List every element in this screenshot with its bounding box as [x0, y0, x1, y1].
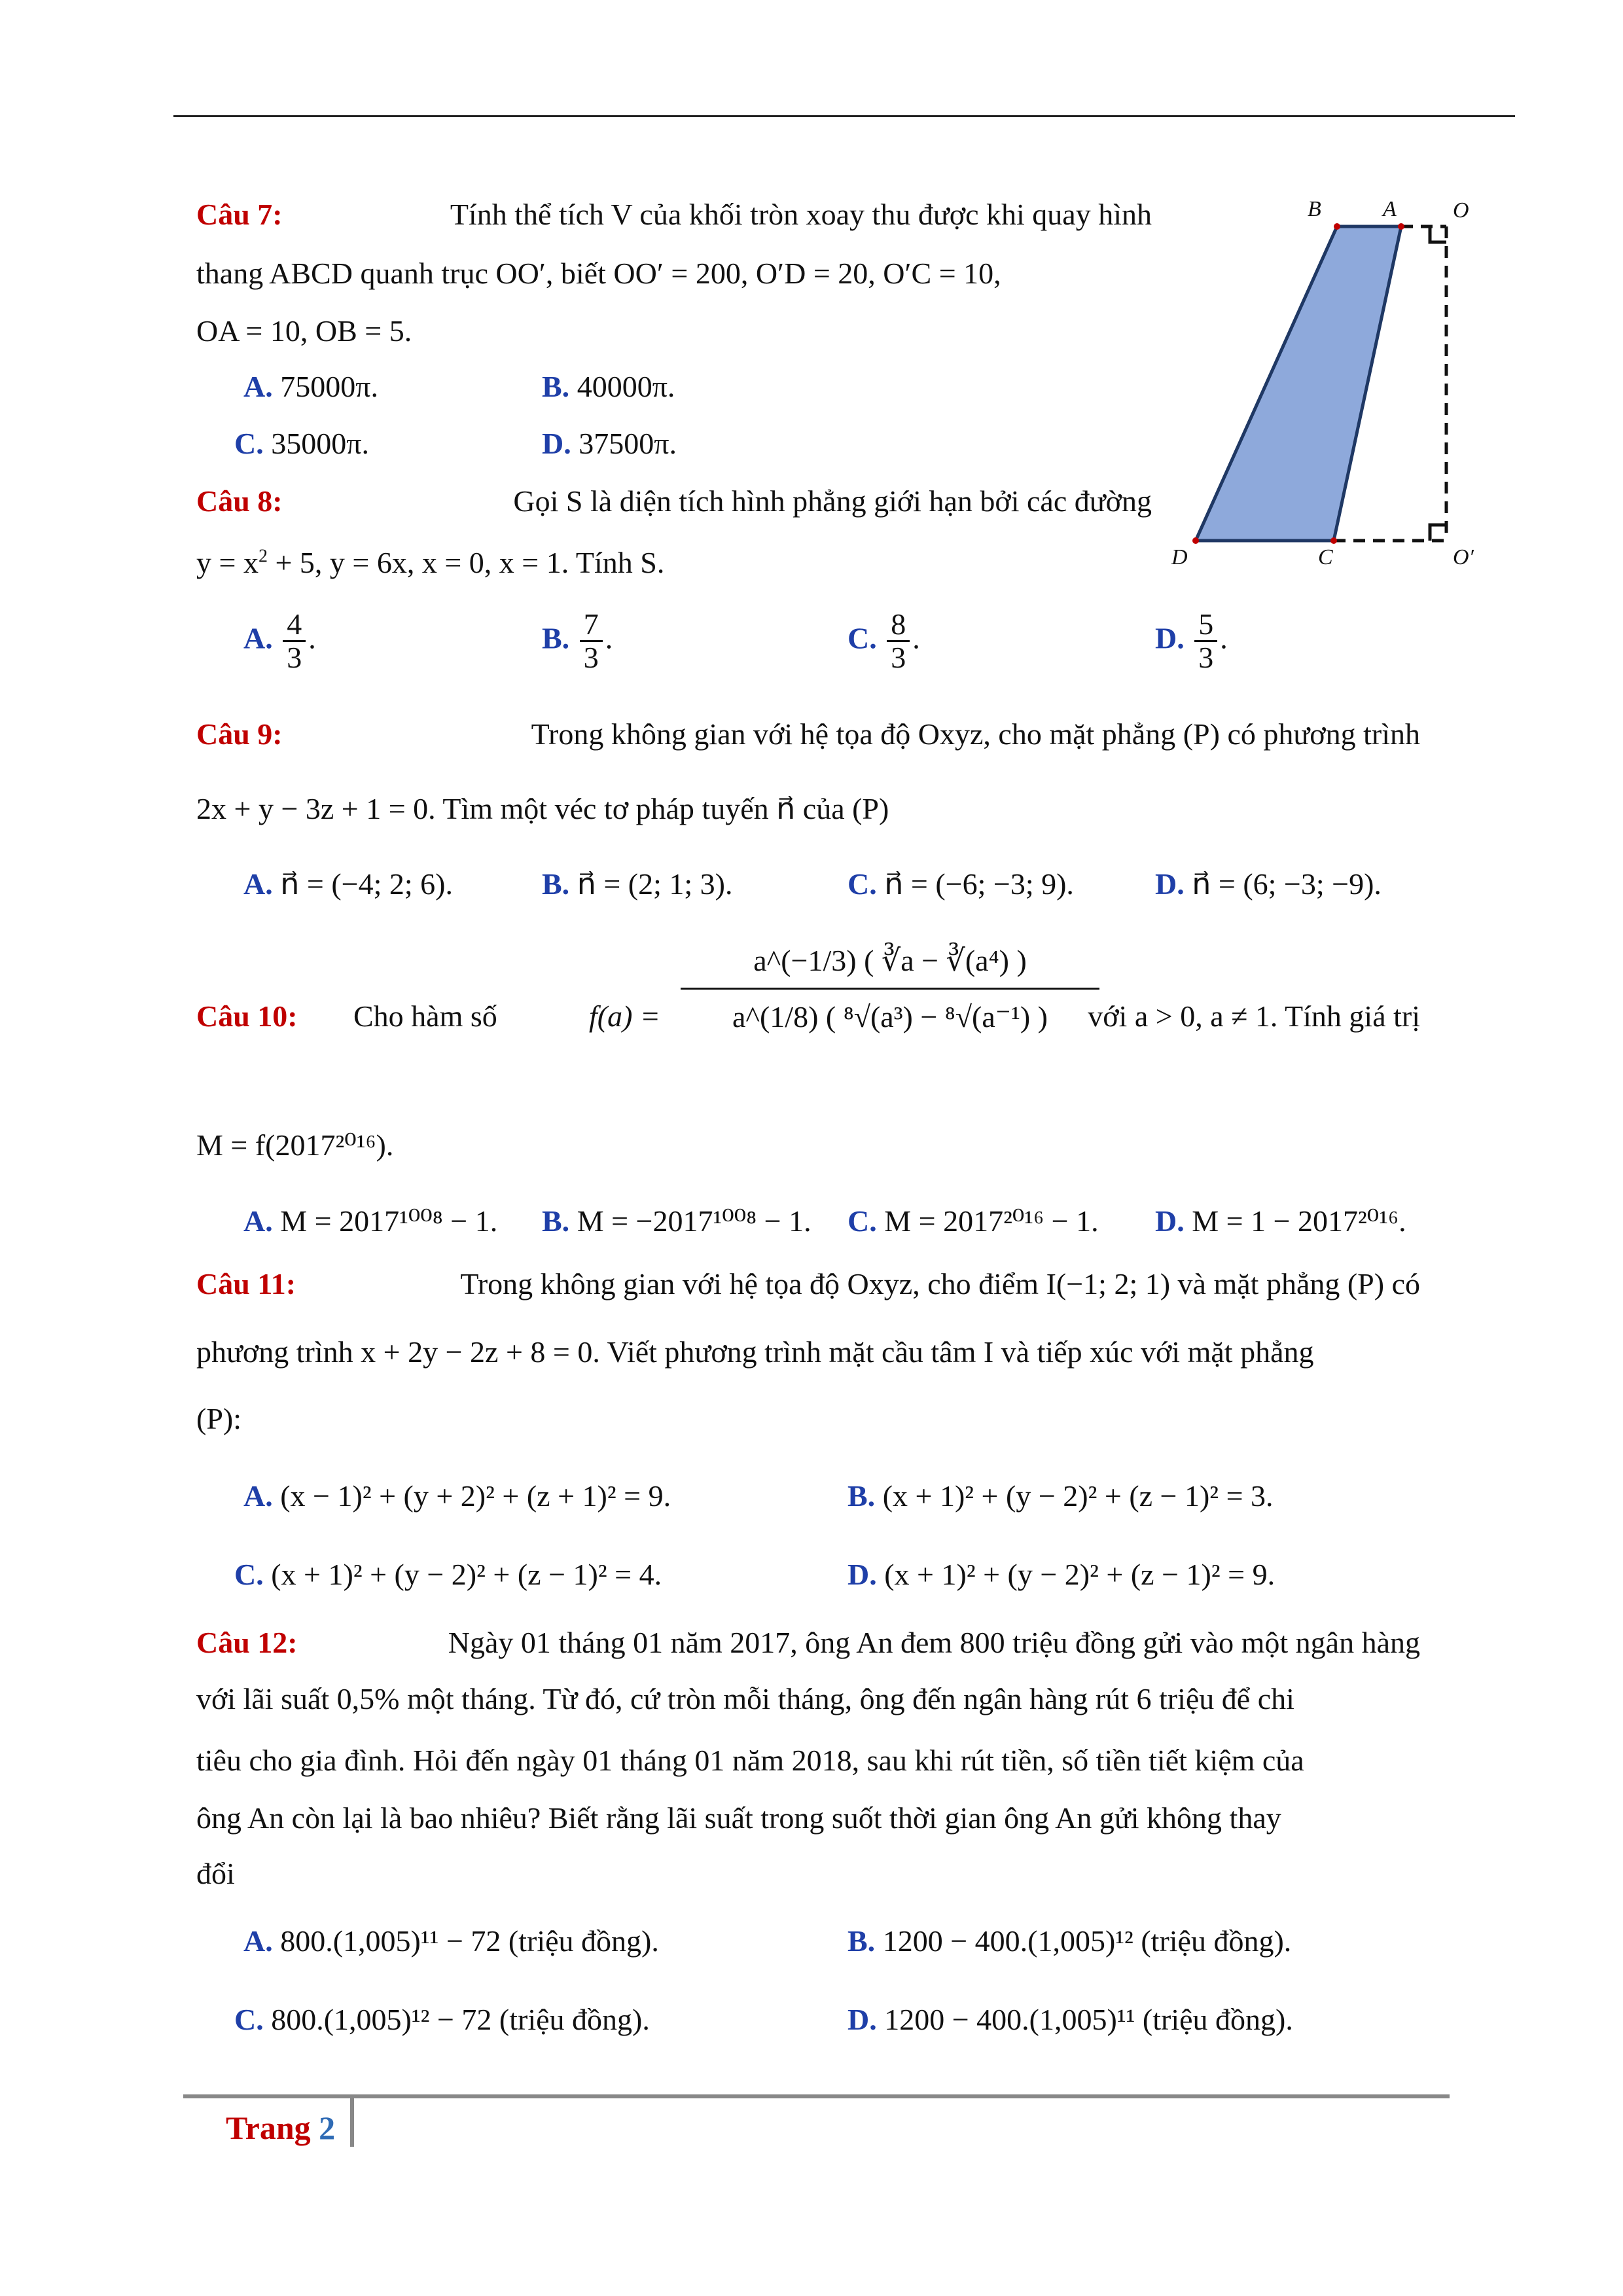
q11-option-d: D. (x + 1)² + (y − 2)² + (z − 1)² = 9.	[847, 1558, 1275, 1591]
q11-label: Câu 11:	[196, 1267, 296, 1300]
q10-line2: M = f(2017²⁰¹⁶).	[196, 1128, 394, 1162]
label-o-prime: O′	[1453, 545, 1474, 569]
q12-option-b: B. 1200 − 400.(1,005)¹² (triệu đồng).	[847, 1924, 1292, 1958]
q11-text-1: Trong không gian với hệ tọa độ Oxyz, cho điểm I(−1; 2; 1) và mặt phẳng (P) có	[460, 1267, 1420, 1300]
q8-label: Câu 8:	[196, 484, 283, 518]
q10-condition: với a > 0, a ≠ 1. Tính giá trị	[1088, 999, 1420, 1033]
q9-text-1: Trong không gian với hệ tọa độ Oxyz, cho mặt phẳng (P) có phương trình	[531, 717, 1420, 751]
q12-line2: với lãi suất 0,5% một tháng. Từ đó, cứ tròn mỗi tháng, ông đến ngân hàng rút 6 triệu để chi	[196, 1682, 1294, 1715]
q8-option-c: C. $\frac{8}{3}$ .	[847, 607, 920, 675]
q12-line1	[196, 1624, 1420, 1660]
point-b	[1334, 223, 1340, 230]
q8-line2: $y = x^2 + 5$, y = 6x, x = 0, x = 1. Tính S.	[196, 546, 665, 579]
q11-line3: (P):	[196, 1402, 241, 1435]
q11-option-b: B. (x + 1)² + (y − 2)² + (z − 1)² = 3.	[847, 1479, 1274, 1513]
right-angle-mark-bottom	[1430, 525, 1446, 541]
q10-fraction	[681, 942, 1099, 1035]
q10-option-b: B. M = −2017¹⁰⁰⁸ − 1.	[542, 1204, 812, 1238]
q7-option-d: D. 37500π.	[542, 427, 677, 460]
q12-text-1: Ngày 01 tháng 01 năm 2017, ông An đem 800 triệu đồng gửi vào một ngân hàng	[448, 1626, 1420, 1659]
footer-divider	[350, 2094, 354, 2147]
q12-option-d: D. 1200 − 400.(1,005)¹¹ (triệu đồng).	[847, 2003, 1293, 2036]
point-a	[1398, 223, 1404, 230]
q12-line3: tiêu cho gia đình. Hỏi đến ngày 01 tháng 01 năm 2018, sau khi rút tiền, số tiền tiết kiệm của	[196, 1744, 1304, 1777]
q10-function-name: f(a) =	[589, 999, 660, 1033]
label-a: A	[1383, 197, 1397, 221]
q10-numerator: a^(−1/3) ( ∛a − ∛(a⁴) )	[681, 942, 1099, 990]
point-c	[1330, 537, 1337, 544]
q9-option-b: B. n⃗ = (2; 1; 3).	[542, 867, 733, 901]
point-d	[1192, 537, 1199, 544]
trapezoid-abcd	[1196, 226, 1401, 541]
q12-option-c: C. 800.(1,005)¹² − 72 (triệu đồng).	[234, 2003, 650, 2036]
q8-text-1: Gọi S là diện tích hình phẳng giới hạn bởi các đường	[513, 484, 1152, 518]
q7-option-b: B. 40000π.	[542, 370, 675, 403]
q11-line2: phương trình x + 2y − 2z + 8 = 0. Viết phương trình mặt cầu tâm I và tiếp xúc với mặt phẳng	[196, 1335, 1314, 1369]
q8-option-b: B. $\frac{7}{3}$ .	[542, 607, 613, 675]
q11-line1	[196, 1266, 1420, 1302]
q12-label: Câu 12:	[196, 1626, 298, 1659]
q7-text-1: Tính thể tích V của khối tròn xoay thu được khi quay hình	[450, 198, 1152, 231]
q8-line1	[196, 483, 1152, 519]
q10-intro: Cho hàm số	[353, 999, 497, 1033]
q7-line3: OA = 10, OB = 5.	[196, 314, 412, 348]
q10-option-d: D. M = 1 − 2017²⁰¹⁶.	[1155, 1204, 1406, 1238]
q7-option-a: A. 75000π.	[243, 370, 378, 403]
q12-line5: đổi	[196, 1857, 235, 1890]
label-b: B	[1308, 197, 1321, 221]
q8-option-d: D. $\frac{5}{3}$ .	[1155, 607, 1228, 675]
q9-line1	[196, 716, 1420, 752]
q9-option-c: C. n⃗ = (−6; −3; 9).	[847, 867, 1074, 901]
q8-option-a: A. $\frac{4}{3}$ .	[243, 607, 316, 675]
q10-label: Câu 10:	[196, 999, 298, 1033]
q9-line2: 2x + y − 3z + 1 = 0. Tìm một véc tơ pháp tuyến n⃗ của (P)	[196, 792, 889, 825]
label-c: C	[1318, 545, 1333, 569]
q11-option-c: C. (x + 1)² + (y − 2)² + (z − 1)² = 4.	[234, 1558, 662, 1591]
right-angle-mark-top	[1430, 226, 1446, 242]
q12-line4: ông An còn lại là bao nhiêu? Biết rằng lãi suất trong suốt thời gian ông An gửi không thay	[196, 1801, 1281, 1835]
q10-denominator: a^(1/8) ( ⁸√(a³) − ⁸√(a⁻¹) )	[732, 1000, 1048, 1034]
header-rule	[173, 115, 1515, 117]
footer-rule	[183, 2094, 1450, 2098]
q11-option-a: A. (x − 1)² + (y + 2)² + (z + 1)² = 9.	[243, 1479, 671, 1513]
q7-line1	[196, 196, 1152, 232]
label-o: O	[1453, 198, 1469, 223]
q10-option-c: C. M = 2017²⁰¹⁶ − 1.	[847, 1204, 1099, 1238]
q12-option-a: A. 800.(1,005)¹¹ − 72 (triệu đồng).	[243, 1924, 659, 1958]
fraction: $\frac{4}{3}$	[283, 609, 306, 674]
q10-option-a: A. M = 2017¹⁰⁰⁸ − 1.	[243, 1204, 498, 1238]
q7-line2: thang ABCD quanh trục OO′, biết OO′ = 200, O′D = 20, O′C = 10,	[196, 257, 1001, 290]
q10-line1	[196, 936, 1420, 1106]
q9-option-a: A. n⃗ = (−4; 2; 6).	[243, 867, 453, 901]
fraction: $\frac{8}{3}$	[887, 609, 910, 674]
q7-option-c: C. 35000π.	[234, 427, 369, 460]
fraction: $\frac{5}{3}$	[1194, 609, 1217, 674]
trapezoid-figure	[1165, 190, 1505, 583]
q9-label: Câu 9:	[196, 717, 283, 751]
label-d: D	[1171, 545, 1188, 569]
q7-label: Câu 7:	[196, 198, 283, 231]
q9-option-d: D. n⃗ = (6; −3; −9).	[1155, 867, 1382, 901]
page-number: Trang 2	[226, 2109, 336, 2146]
fraction: $\frac{7}{3}$	[580, 609, 603, 674]
